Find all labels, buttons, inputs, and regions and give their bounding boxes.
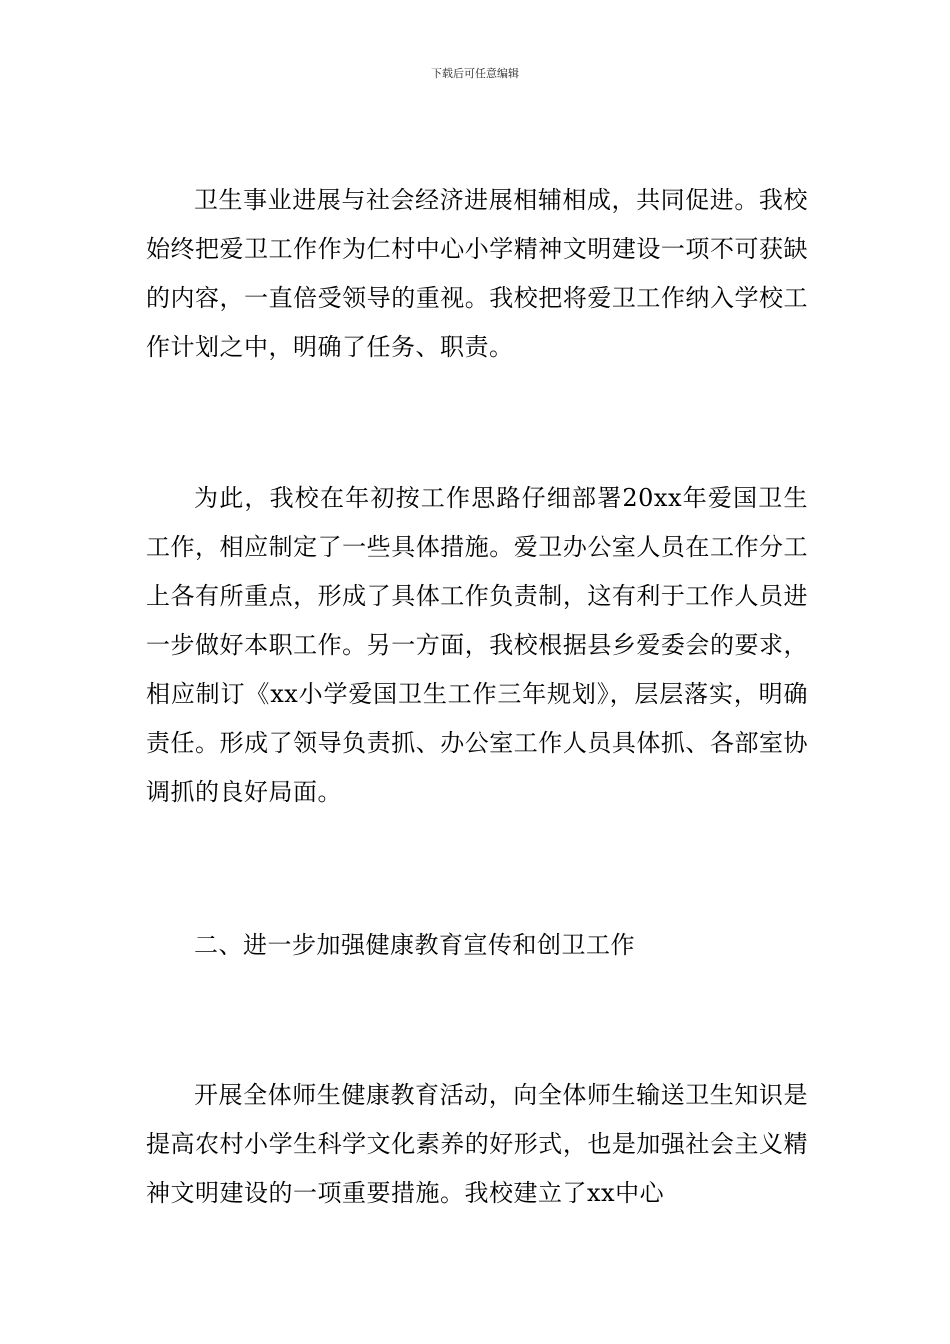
page-header-note: 下载后可任意编辑 — [431, 67, 519, 80]
section-heading: 二、进一步加强健康教育宣传和创卫工作 — [194, 931, 635, 959]
paragraph-3: 开展全体师生健康教育活动，向全体师生输送卫生知识是提高农村小学生科学文化素养的好形式，也是加强社会主义精神文明建设的一项重要措施。我校建立了xx中心 — [146, 1081, 808, 1207]
paragraph-2: 为此，我校在年初按工作思路仔细部署20xx年爱国卫生工作，相应制定了一些具体措施。爱卫办公室人员在工作分工上各有所重点，形成了具体工作负责制，这有利于工作人员进一步做好本职工作。另一方面，我校根据县乡爱委会的要求，相应制订《xx小学爱国卫生工作三年规划》，层层落实，明确责任。形成了领导负责抓、办公室工作人员具体抓、各部室协调抓的良好局面。 — [146, 484, 808, 806]
paragraph-1: 卫生事业进展与社会经济进展相辅相成，共同促进。我校始终把爱卫工作作为仁村中心小学精神文明建设一项不可获缺的内容，一直倍受领导的重视。我校把将爱卫工作纳入学校工作计划之中，明确了任务、职责。 — [146, 186, 808, 361]
